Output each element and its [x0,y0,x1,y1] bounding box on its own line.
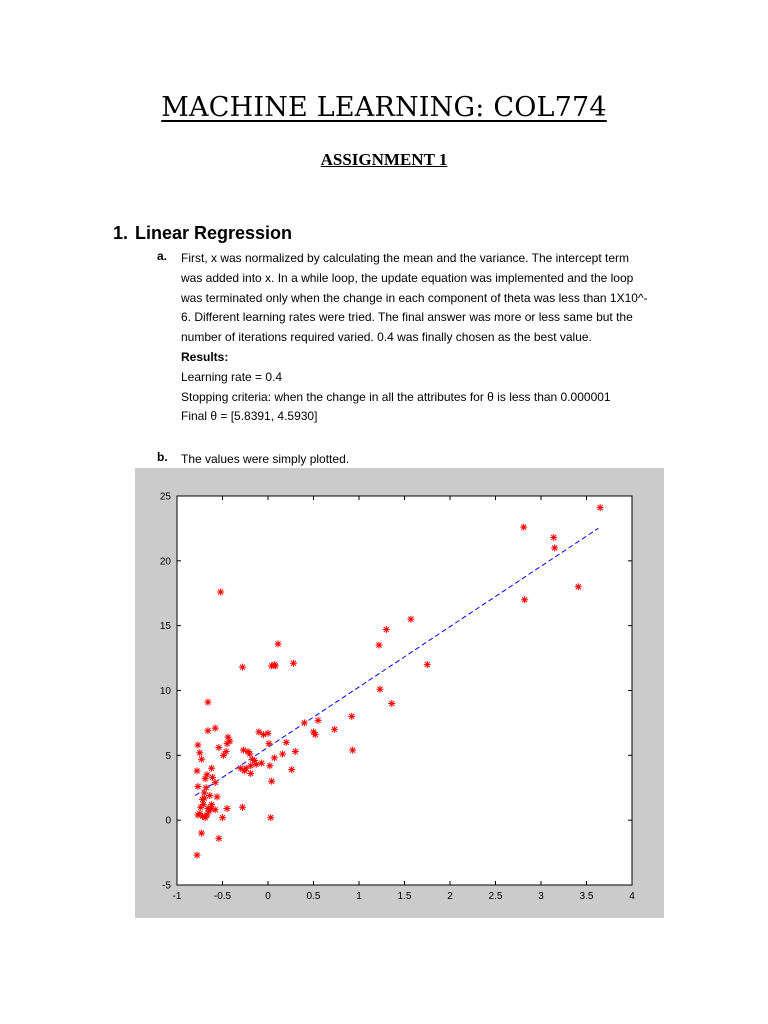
data-point [226,738,233,745]
data-point [198,830,205,837]
y-tick-label: -5 [162,880,171,892]
data-point [196,749,203,756]
data-point [383,626,390,633]
y-tick-label: 15 [159,621,171,633]
data-point [575,583,582,590]
data-point [283,739,290,746]
y-tick-label: 25 [159,491,171,503]
part-a-line: 6. Different learning rates were tried. The final answer was more or less same but the [181,310,633,325]
part-a-line: was terminated only when the change in each component of theta was less than 1X10^- [181,290,648,305]
scatter-plot [135,468,664,918]
y-tick-label: 5 [165,750,171,762]
x-tick-label: 3.5 [579,891,594,902]
data-point [212,806,219,813]
data-point [258,760,265,767]
x-tick-label: 0.5 [306,891,321,902]
y-tick-label: 10 [159,686,171,697]
data-point [255,728,262,735]
data-point [204,727,211,734]
results-label: Results: [181,349,229,364]
x-tick-label: 3 [538,891,544,902]
data-point [376,642,383,649]
data-point [212,779,219,786]
section-heading [113,223,292,244]
document-title: MACHINE LEARNING: COL774 [161,92,607,123]
data-point [266,762,273,769]
data-point [331,726,338,733]
data-point [292,748,299,755]
data-point [208,765,215,772]
data-point [239,804,246,811]
section-title: Linear Regression [135,223,293,243]
data-point [268,778,275,785]
assignment-subtitle: ASSIGNMENT 1 [320,150,448,169]
data-point [203,784,210,791]
data-point [240,747,247,754]
part-a-line: was added into x. In a while loop, the update equation was implemented and the loop [181,270,634,285]
data-point [215,744,222,751]
plot-area [177,496,632,885]
part-a-body [181,249,681,427]
data-point [194,741,201,748]
data-point [301,719,308,726]
data-point [202,775,209,782]
data-point [207,805,214,812]
section-number: 1. [113,223,129,243]
final-theta: Final θ = [5.8391, 4.5930] [181,409,318,424]
data-point [204,811,211,818]
data-point [597,504,604,511]
data-point [271,754,278,761]
data-point [312,731,319,738]
data-point [194,783,201,790]
data-point [194,767,201,774]
data-point [348,713,355,720]
data-point [315,717,322,724]
data-point [214,793,221,800]
data-point [204,699,211,706]
data-point [237,765,244,772]
data-point [279,751,286,758]
data-point [265,730,272,737]
scatter-plot-figure [135,468,664,918]
x-tick-label: 0 [265,891,271,902]
x-tick-label: 4 [629,891,635,902]
part-a-line: First, x was normalized by calculating the mean and the variance. The intercept term [181,251,629,265]
data-point [253,761,260,768]
data-point [198,756,205,763]
data-point [199,796,206,803]
data-point [520,524,527,531]
part-a-line: number of iterations required varied. 0.4 was finally chosen as the best value. [181,330,592,345]
data-point [407,616,414,623]
data-point [551,544,558,551]
data-point [247,770,254,777]
data-point [268,662,275,669]
data-point [521,596,528,603]
data-point [275,640,282,647]
data-point [215,835,222,842]
learning-rate: Learning rate = 0.4 [181,369,283,384]
part-b-text: The values were simply plotted. [181,452,350,466]
data-point [388,700,395,707]
stopping-criteria: Stopping criteria: when the change in all the attributes for θ is less than 0.000001 [181,389,611,404]
data-point [290,660,297,667]
x-tick-label: 1 [356,891,362,902]
data-point [194,811,201,818]
data-point [212,725,219,732]
x-tick-label: 1.5 [397,891,412,902]
data-point [219,814,226,821]
y-tick-label: 0 [165,815,171,827]
data-point [217,588,224,595]
data-point [249,756,256,763]
data-point [376,686,383,693]
data-point [424,661,431,668]
data-point [239,664,246,671]
x-tick-label: -1 [172,891,182,902]
data-point [265,740,272,747]
data-point [200,801,207,808]
data-point [288,766,295,773]
part-a-marker: a. [157,249,168,263]
x-tick-label: 2 [447,891,453,902]
x-tick-label: 2.5 [488,891,503,902]
data-point [267,814,274,821]
x-tick-label: -0.5 [213,891,232,902]
data-point [194,852,201,859]
data-point [220,752,227,759]
y-tick-label: 20 [159,556,171,568]
data-point [550,534,557,541]
data-point [349,747,356,754]
part-b-marker: b. [157,450,168,464]
data-point [224,805,231,812]
